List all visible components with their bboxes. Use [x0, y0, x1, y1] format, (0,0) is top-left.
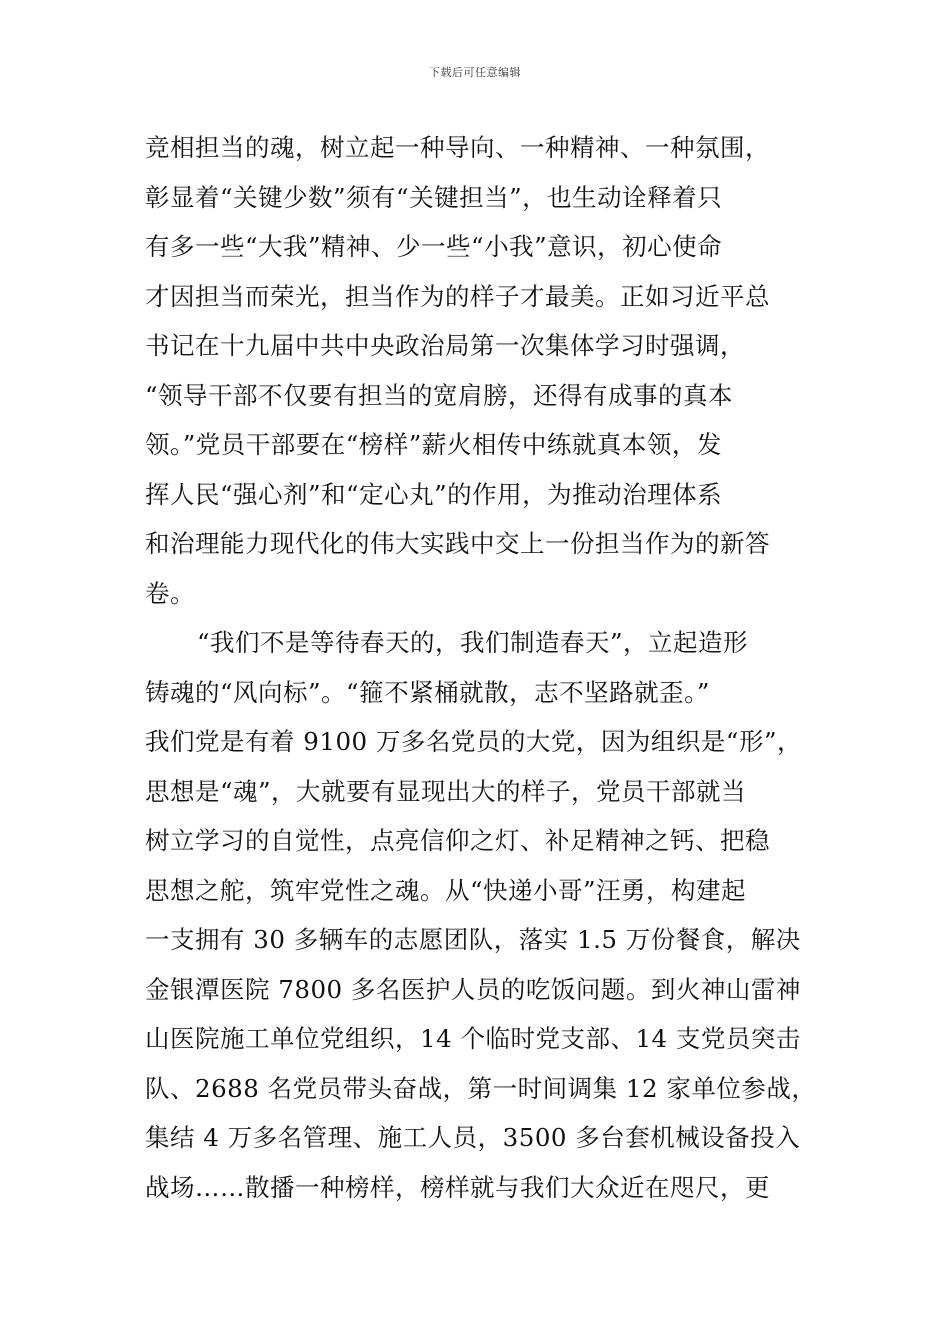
text-line: 铸魂的“风向标”。“箍不紧桶就散，志不坚路就歪。”	[145, 677, 710, 707]
text-line: 卷。	[145, 578, 195, 608]
text-line: 山医院施工单位党组织，14 个临时党支部、14 支党员突击	[145, 1024, 801, 1053]
text-line: 队、2688 名党员带头奋战，第一时间调集 12 家单位参战，	[145, 1073, 817, 1103]
text-line: 集结 4 万多名管理、施工人员，3500 多台套机械设备投入	[145, 1123, 801, 1152]
text-line: 思想是“魂”，大就要有显现出大的样子，党员干部就当	[145, 776, 747, 806]
text-line: 领。”党员干部要在“榜样”薪火相传中练就真本领，发	[145, 430, 722, 459]
text-line: 和治理能力现代化的伟大实践中交上一份担当作为的新答	[145, 529, 770, 558]
text-line: 挥人民“强心剂”和“定心丸”的作用，为推动治理体系	[145, 479, 723, 509]
text-line: 我们党是有着 9100 万多名党员的大党，因为组织是“形”，	[145, 727, 802, 756]
document-body	[145, 128, 817, 1217]
text-line: 彰显着“关键少数”须有“关键担当”，也生动诠释着只	[145, 182, 723, 212]
text-line: 树立学习的自觉性，点亮信仰之灯、补足精神之钙、把稳	[145, 826, 770, 855]
text-line: “领导干部不仅要有担当的宽肩膀，还得有成事的真本	[145, 380, 734, 410]
text-line: 竞相担当的魂，树立起一种导向、一种精神、一种氛围，	[145, 133, 770, 162]
text-line: 金银潭医院 7800 多名医护人员的吃饭问题。到火神山雷神	[145, 974, 801, 1004]
text-line: 战场……散播一种榜样，榜样就与我们大众近在咫尺，更	[145, 1172, 770, 1202]
text-line: 有多一些“大我”精神、少一些“小我”意识，初心使命	[145, 232, 723, 261]
text-line: 一支拥有 30 多辆车的志愿团队，落实 1.5 万份餐食，解决	[145, 925, 801, 954]
paragraph-first-line: “我们不是等待春天的，我们制造春天”，立起造形	[197, 628, 749, 657]
text-line: 书记在十九届中共中央政治局第一次集体学习时强调，	[145, 331, 745, 360]
text-line: 思想之舵，筑牢党性之魂。从“快递小哥”汪勇，构建起	[145, 875, 747, 905]
page-header-note: 下载后可任意编辑	[429, 66, 521, 79]
text-line: 才因担当而荣光，担当作为的样子才最美。正如习近平总	[145, 281, 770, 311]
